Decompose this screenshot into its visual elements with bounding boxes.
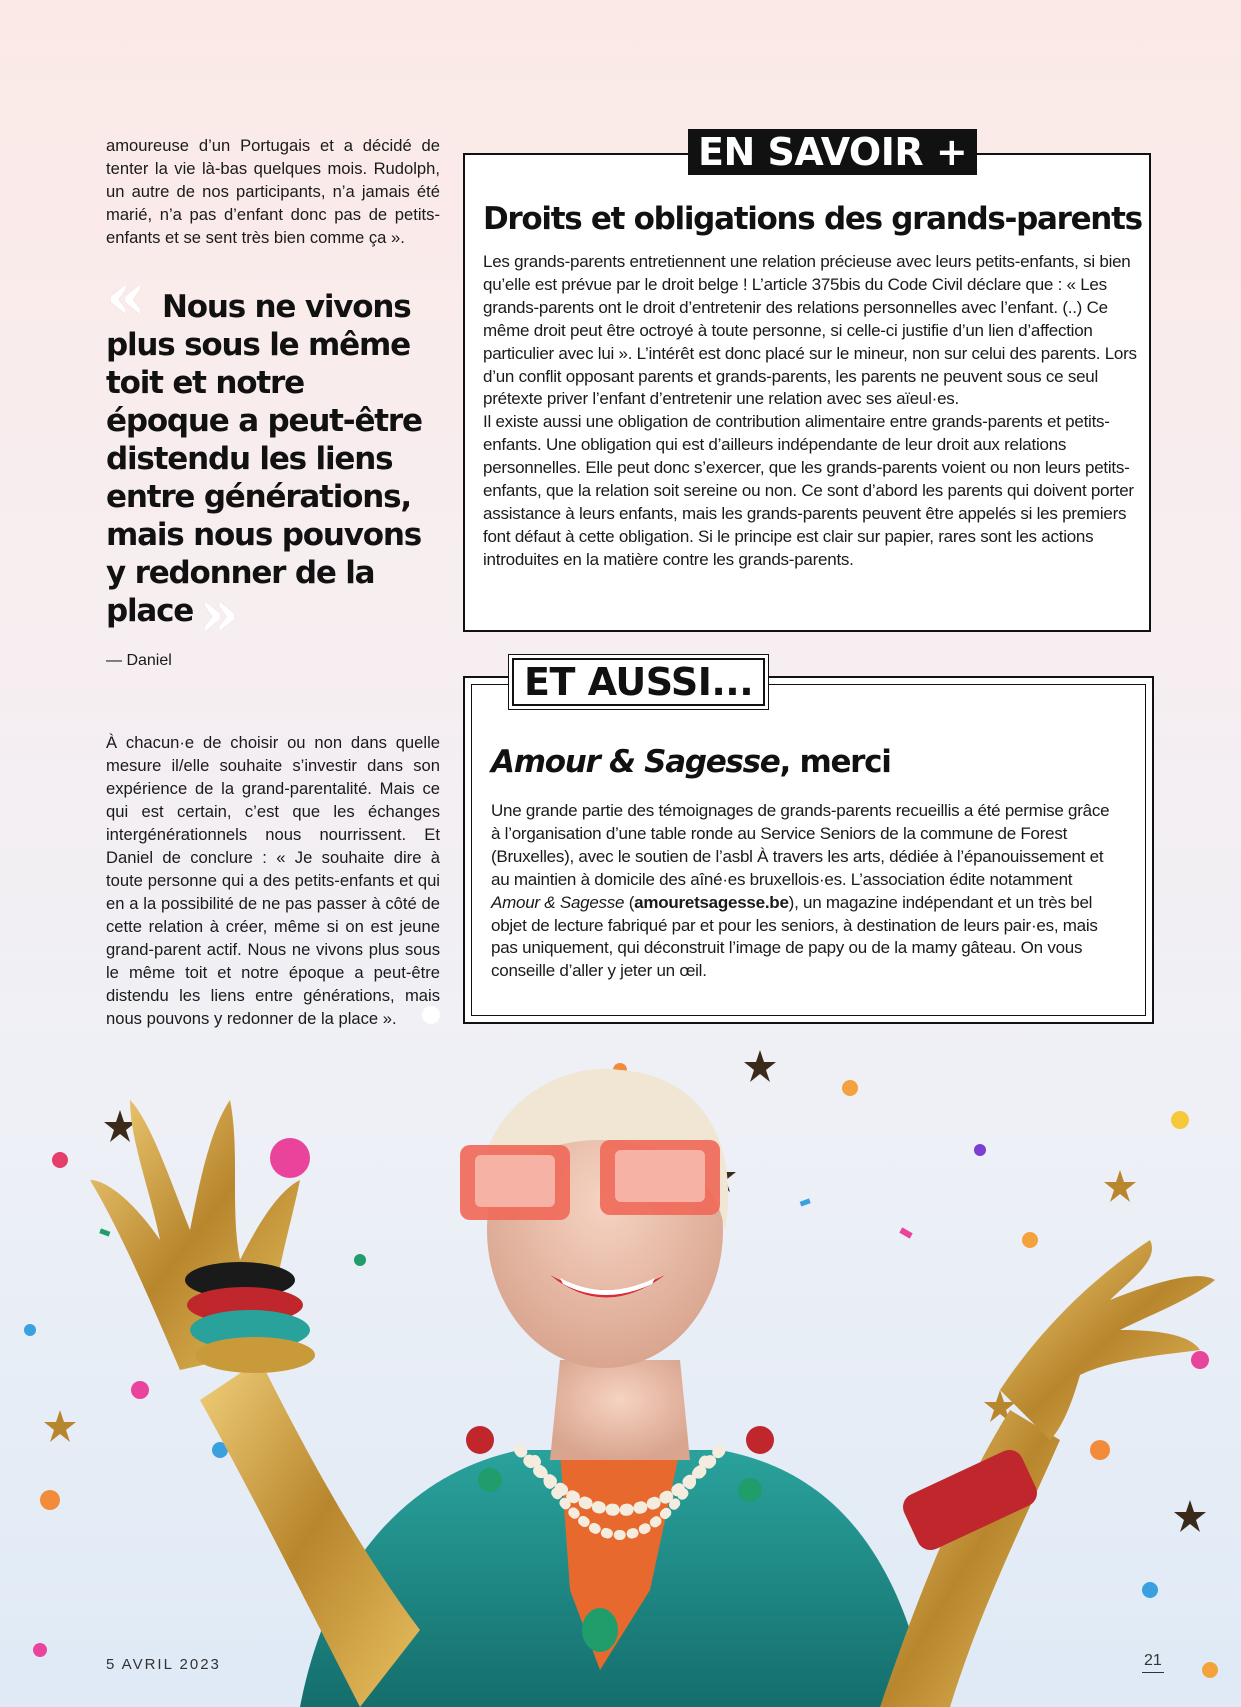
- et-aussi-tag: ET AUSSI...: [512, 658, 765, 706]
- et-aussi-title-italic: Amour & Sagesse: [491, 744, 780, 780]
- et-aussi-body: [491, 800, 1116, 983]
- en-savoir-body: [483, 251, 1138, 572]
- decorative-dot: [422, 1006, 440, 1024]
- right-gold-glove: [880, 1410, 1060, 1707]
- open-quote-mark: «: [106, 259, 146, 334]
- issue-date: 5 AVRIL 2023: [106, 1656, 221, 1673]
- et-aussi-box: [463, 676, 1154, 1024]
- page-number: 21: [1142, 1652, 1164, 1673]
- et-aussi-text-2: (: [624, 892, 635, 912]
- en-savoir-title: Droits et obligations des grands-parents: [483, 201, 1142, 237]
- et-aussi-title-rest: , merci: [779, 744, 891, 780]
- et-aussi-text-1: Une grande partie des témoignages de grands-parents recueillis a été permise grâce à l’organisation d’une table ronde au Service Seniors de la commune de Forest (Bruxelles), avec le soutien de l’asbl À travers les arts, dédiée à l’épanouissement et au maintien à domicile des aîné·es bruxellois·es. L’association édite notamment: [491, 801, 1110, 889]
- quote-author: — Daniel: [106, 652, 172, 669]
- en-savoir-box: [463, 153, 1151, 632]
- pull-quote-text: [106, 288, 436, 651]
- et-aussi-text-italic: Amour & Sagesse: [491, 892, 625, 912]
- close-quote-mark: »: [199, 576, 238, 651]
- amouretsagesse-link[interactable]: amouretsagesse.be: [634, 892, 789, 912]
- intro-paragraph: amoureuse d’un Portugais et a décidé de tenter la vie là-bas quelques mois. Rudolph, un autre de nos participants, n’a jamais été marié, n’a pas d’enfant donc pas de petits-enfants et se sent très bien comme ça ».: [106, 136, 440, 247]
- et-aussi-text-3: ), un magazine indépendant et un très bel objet de lecture fabriqué par et pour les seniors, à destination de leurs pair·es, mais pas uniquement, qui déconstruit l’image de papy ou de la mamy gâteau. On vous conseille d’aller y jeter un œil.: [491, 892, 1098, 981]
- et-aussi-title: [491, 744, 891, 780]
- photo-grandmother-confetti: [0, 1030, 1241, 1707]
- pull-quote: [106, 259, 436, 651]
- pull-quote-body: Nous ne vivons plus sous le même toit et notre époque a peut-être distendu les liens entre générations, mais nous pouvons y redonner de la place: [106, 289, 422, 629]
- en-savoir-paragraph-2: Il existe aussi une obligation de contribution alimentaire entre grands-parents et petits-enfants. Une obligation qui est d’ailleurs indépendante de leur droit aux relations personnelles. Elle peut donc s’exercer, que les grands-parents voient ou non leurs petits-enfants, que la relation soit sereine ou non. Ce sont d’abord les parents qui doivent porter assistance à leurs enfants, mais les grands-parents peuvent être appelés si les premiers font défaut à cette obligation. Si le principe est clair sur papier, rares sont les actions introduites en la matière contre les grands-parents.: [483, 412, 1134, 569]
- bangles: [185, 1262, 315, 1373]
- en-savoir-tag: EN SAVOIR +: [688, 129, 977, 175]
- conclusion-paragraph: À chacun·e de choisir ou non dans quelle mesure il/elle souhaite s’investir dans son expérience de la grand-parentalité. Mais ce qui est certain, c’est que les échanges intergénérationnels nous nourrissent. Et Daniel de conclure : « Je souhaite dire à toute personne qui a des petits-enfants et qui en a la possibilité de ne pas passer à côté de cette relation à créer, même si on est jeune grand-parent actif. Nous ne vivons plus sous le même toit et notre époque a peut-être distendu les liens entre générations, mais nous pouvons y redonner de la place ».: [106, 733, 440, 1028]
- en-savoir-paragraph-1: Les grands-parents entretiennent une relation précieuse avec leurs petits-enfants, si bien qu’elle est prévue par le droit belge ! L’article 375bis du Code Civil déclare que : « Les grands-parents ont le droit d’entretenir des relations personnelles avec l’enfant. (..) Ce même droit peut être octroyé à toute personne, si celle-ci justifie d’un lien d’affection particulier avec lui ». L’intérêt est donc placé sur le mineur, non sur celui des parents. Lors d’un conflit opposant parents et grands-parents, les parents ne peuvent sous ce seul prétexte priver l’enfant d’entretenir une relation avec ses aïeul·es.: [483, 252, 1137, 409]
